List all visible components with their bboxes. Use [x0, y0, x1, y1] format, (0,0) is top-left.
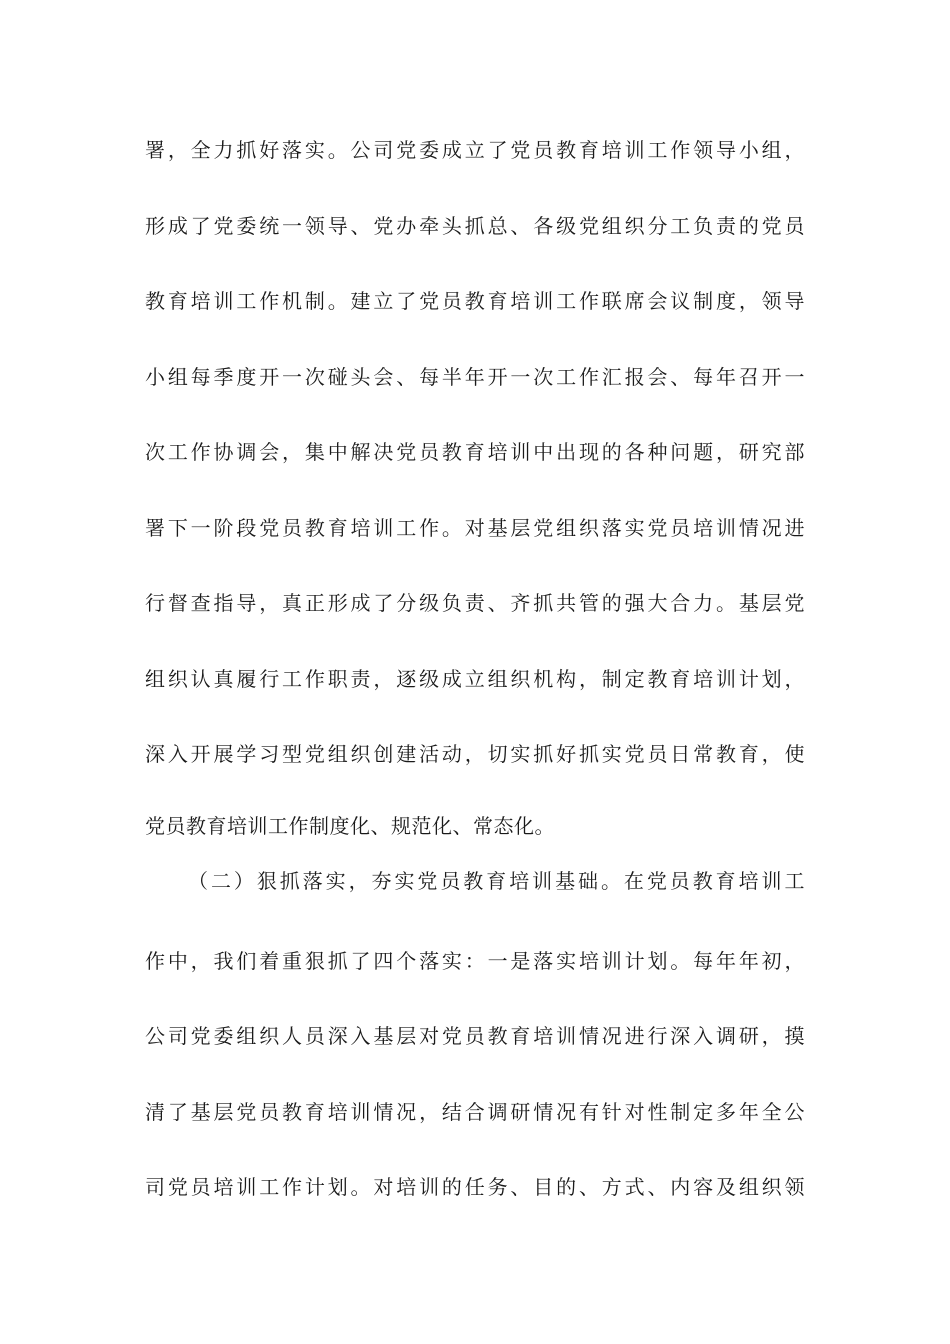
text-line: 清了基层党员教育培训情况，结合调研情况有针对性制定多年全公: [145, 1100, 805, 1124]
text-line: 组织认真履行工作职责，逐级成立组织机构，制定教育培训计划，: [145, 667, 805, 691]
text-line: 小组每季度开一次碰头会、每半年开一次工作汇报会、每年召开一: [145, 365, 805, 389]
text-line: 深入开展学习型党组织创建活动，切实抓好抓实党员日常教育，使: [145, 742, 805, 766]
text-line: 行督查指导，真正形成了分级负责、齐抓共管的强大合力。基层党: [145, 591, 805, 615]
text-line: 形成了党委统一领导、党办牵头抓总、各级党组织分工负责的党员: [145, 214, 805, 238]
text-line: 党员教育培训工作制度化、规范化、常态化。: [145, 814, 555, 838]
text-line: 公司党委组织人员深入基层对党员教育培训情况进行深入调研，摸: [145, 1024, 805, 1048]
text-line: 署下一阶段党员教育培训工作。对基层党组织落实党员培训情况进: [145, 516, 805, 540]
text-line: 作中，我们着重狠抓了四个落实：一是落实培训计划。每年年初，: [145, 949, 805, 973]
text-line: 次工作协调会，集中解决党员教育培训中出现的各种问题，研究部: [145, 440, 805, 464]
text-line: 署，全力抓好落实。公司党委成立了党员教育培训工作领导小组，: [145, 138, 805, 162]
paragraph-first-line: （二）狠抓落实，夯实党员教育培训基础。在党员教育培训工: [188, 869, 805, 893]
text-line: 教育培训工作机制。建立了党员教育培训工作联席会议制度，领导: [145, 289, 805, 313]
text-line: 司党员培训工作计划。对培训的任务、目的、方式、内容及组织领: [145, 1175, 805, 1199]
